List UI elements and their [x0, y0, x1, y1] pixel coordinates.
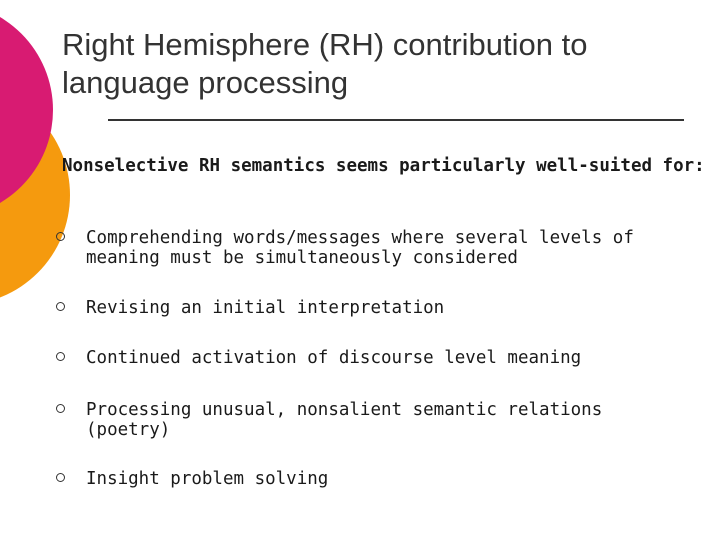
circle-bullet-icon	[56, 232, 65, 241]
title-underline	[108, 119, 684, 121]
circle-bullet-icon	[56, 352, 65, 361]
bullet-text: Continued activation of discourse level meaning	[86, 348, 582, 368]
circle-bullet-icon	[56, 473, 65, 482]
bullet-text: Comprehending words/messages where several levels of meaning must be simultaneously considered	[86, 228, 634, 268]
circle-bullet-icon	[56, 404, 65, 413]
intro-text: Nonselective RH semantics seems particularly well-suited for:	[62, 156, 705, 176]
circle-bullet-icon	[56, 302, 65, 311]
bullet-text: Revising an initial interpretation	[86, 298, 445, 318]
bullet-text: Processing unusual, nonsalient semantic relations (poetry)	[86, 400, 603, 440]
bullet-text: Insight problem solving	[86, 469, 329, 489]
slide-title: Right Hemisphere (RH) contribution to language processing	[62, 27, 588, 100]
